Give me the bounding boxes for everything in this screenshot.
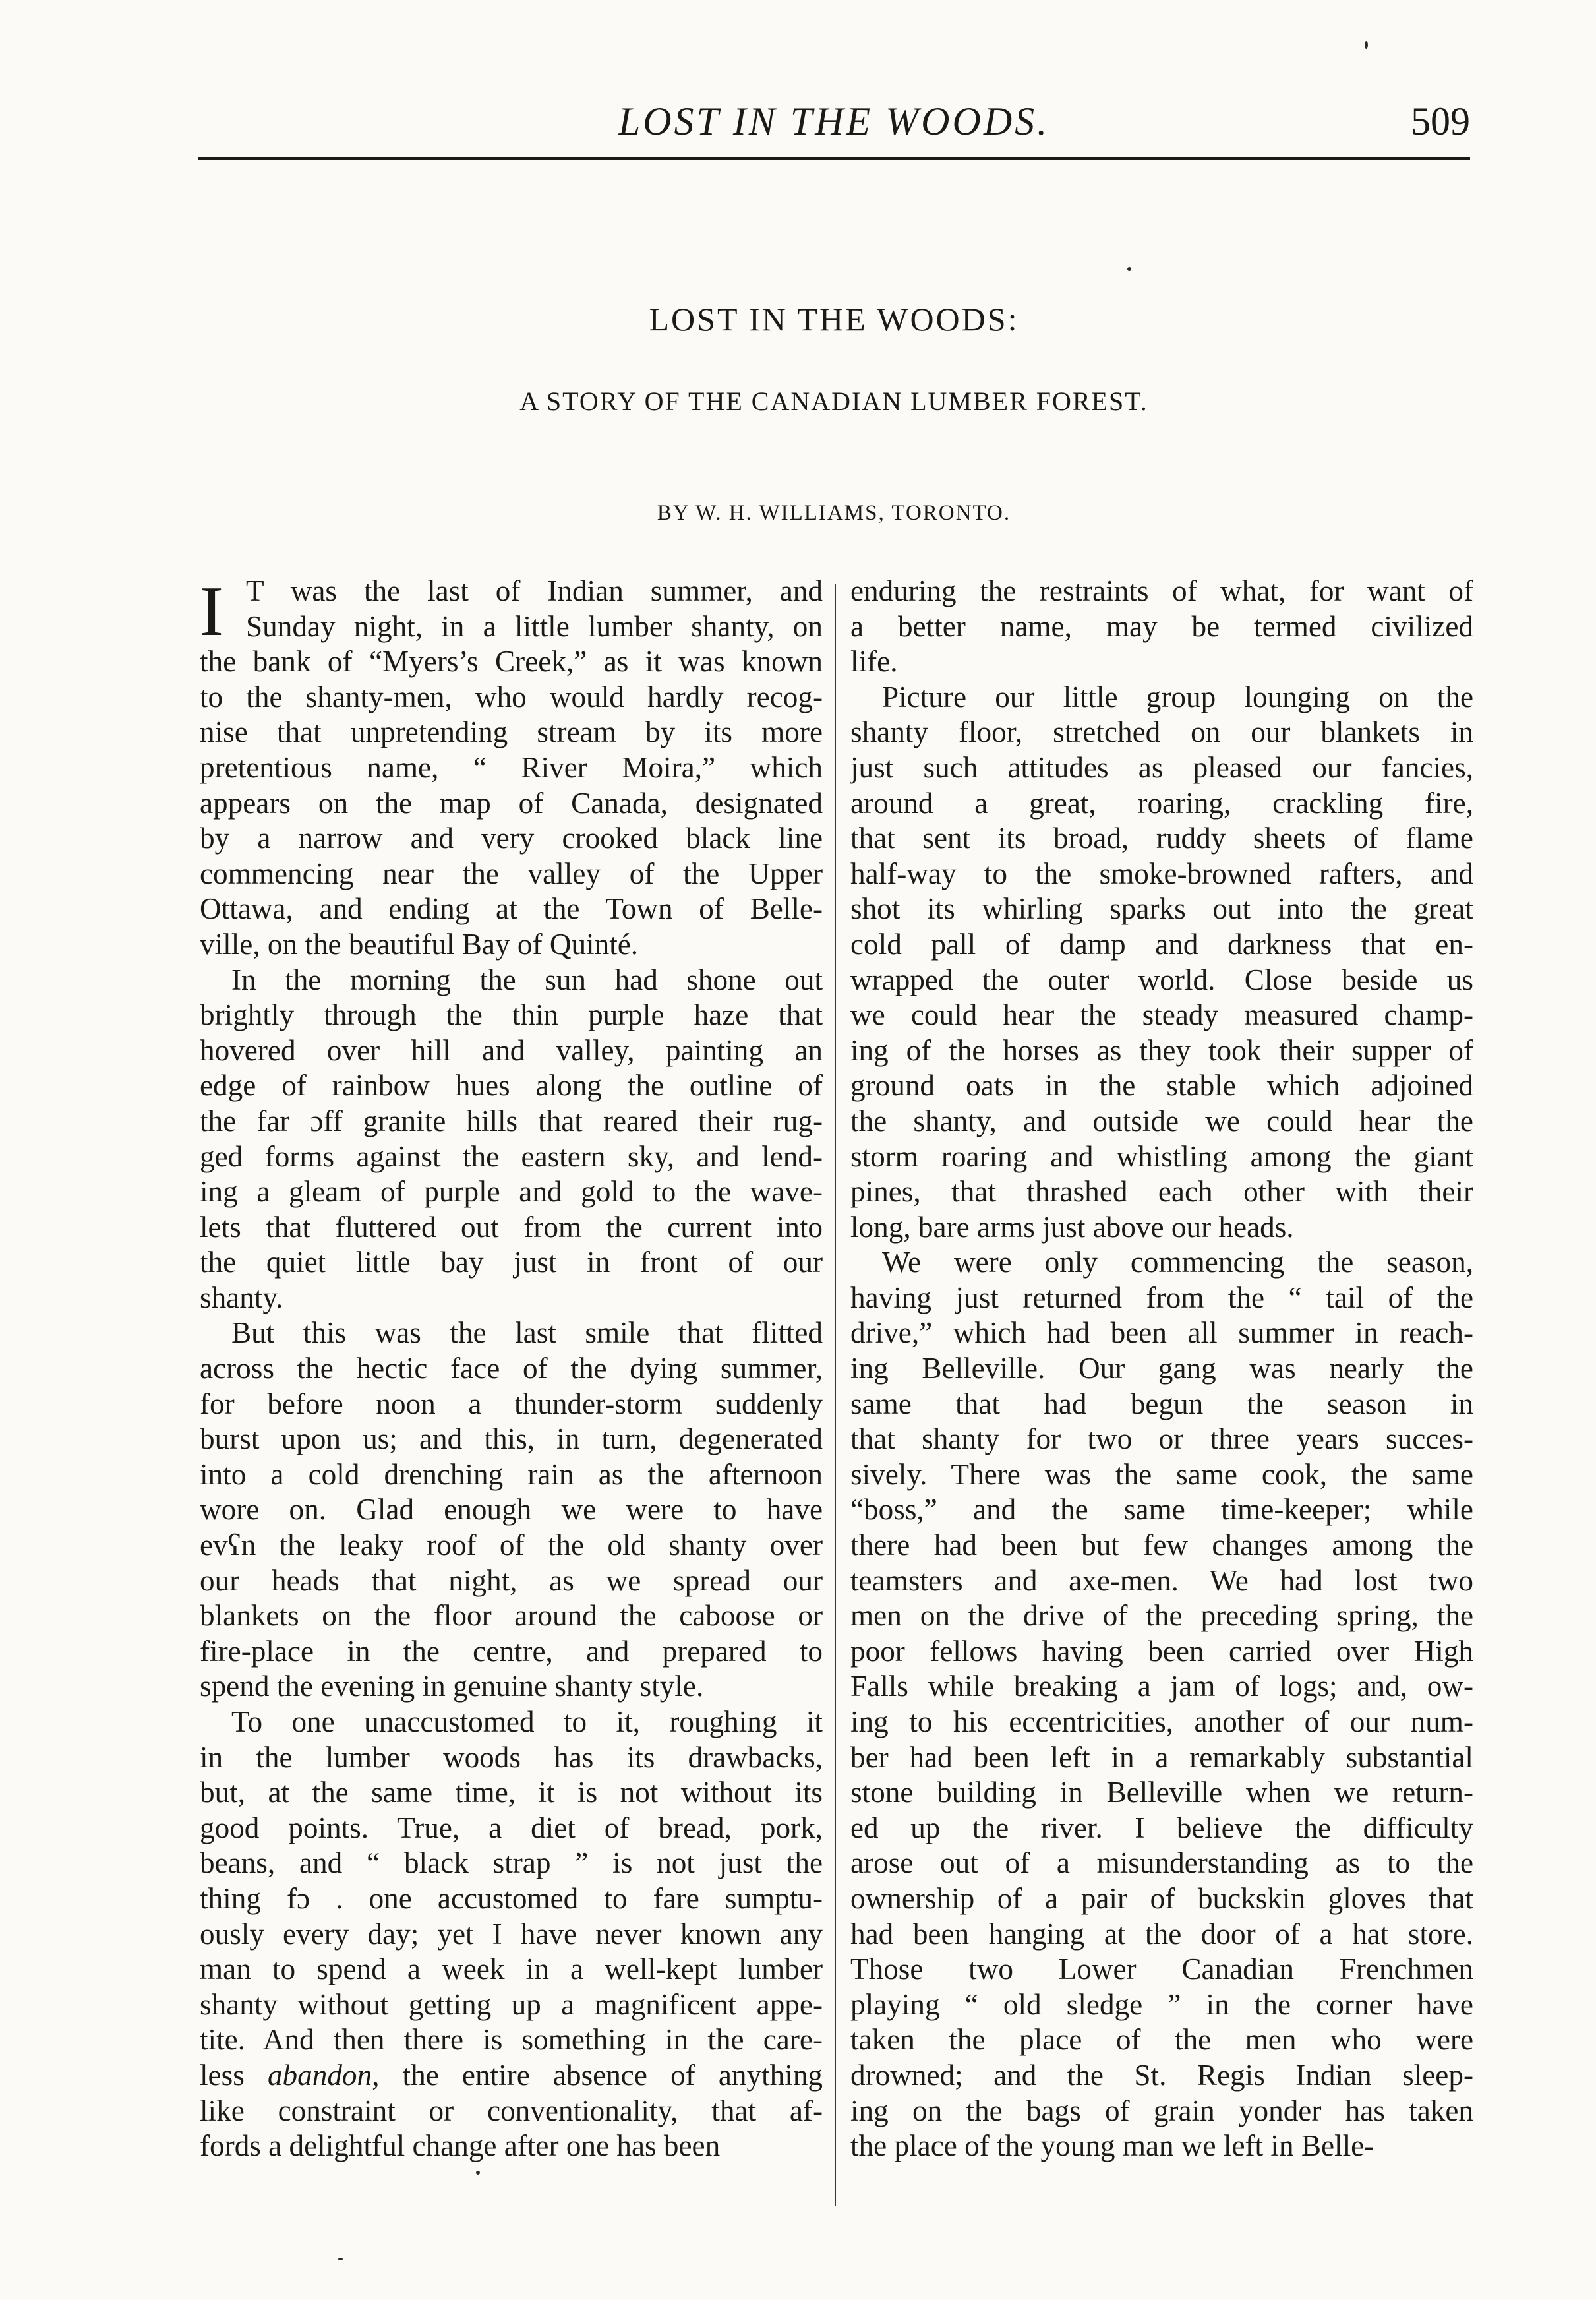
text-line: evʕn the leaky roof of the old shanty over: [200, 1528, 823, 1562]
text-line: ing of the horses as they took their supper of: [850, 1033, 1473, 1067]
text-line: ing Belleville. Our gang was nearly the: [850, 1352, 1473, 1385]
text-line: good points. True, a diet of bread, pork,: [200, 1811, 823, 1844]
text-line: man to spend a week in a well-kept lumber: [200, 1952, 823, 1986]
text-line: Ottawa, and ending at the Town of Belle-: [200, 892, 823, 926]
text-line: our heads that night, as we spread our: [200, 1563, 823, 1597]
text-line: for before noon a thunder-storm suddenly: [200, 1387, 823, 1420]
text-line: ously every day; yet I have never known any: [200, 1917, 823, 1951]
text-line: poor fellows having been carried over High: [850, 1634, 1473, 1668]
text-line: around a great, roaring, crackling fire,: [850, 786, 1473, 820]
text-line: lets that fluttered out from the current into: [200, 1210, 823, 1244]
text-line: stone building in Belleville when we return-: [850, 1776, 1473, 1809]
text-line: long, bare arms just above our heads.: [850, 1210, 1294, 1244]
text-line: less abandon, the entire absence of anything: [200, 2058, 823, 2092]
text-line: drive,” which had been all summer in reach-: [850, 1316, 1473, 1350]
text-line: into a cold drenching rain as the afternoon: [200, 1457, 823, 1491]
text-line: spend the evening in genuine shanty style.: [200, 1670, 704, 1703]
text-line: a better name, may be termed civilized: [850, 609, 1473, 643]
text-line: wore on. Glad enough we were to have: [200, 1493, 823, 1527]
print-speck: [1365, 41, 1368, 49]
print-speck: [1127, 267, 1131, 271]
text-line: ber had been left in a remarkably substantial: [850, 1740, 1473, 1774]
emphasis: abandon: [267, 2058, 372, 2092]
byline: BY W. H. WILLIAMS, TORONTO.: [657, 501, 1011, 525]
article-title: LOST IN THE WOODS:: [649, 301, 1019, 338]
print-speck: [476, 2171, 480, 2175]
text-line: ed up the river. I believe the difficulty: [850, 1811, 1473, 1844]
left-column: [200, 574, 823, 2164]
text-line: Sunday night, in a little lumber shanty, on: [246, 609, 823, 643]
text-line: “boss,” and the same time-keeper; while: [850, 1493, 1473, 1527]
text-line: ville, on the beautiful Bay of Quinté.: [200, 927, 639, 961]
text-line: taken the place of the men who were: [850, 2023, 1473, 2057]
text-line: half-way to the smoke-browned rafters, and: [850, 857, 1473, 890]
text-line: ownership of a pair of buckskin gloves that: [850, 1881, 1473, 1915]
text-line: Those two Lower Canadian Frenchmen: [850, 1952, 1473, 1986]
running-header: [198, 86, 1470, 158]
text-line: ing to his eccentricities, another of our num-: [850, 1705, 1473, 1738]
text-line: the place of the young man we left in Belle-: [850, 2129, 1374, 2163]
text-line: in the lumber woods has its drawbacks,: [200, 1740, 823, 1774]
text-line: enduring the restraints of what, for want of: [850, 574, 1473, 607]
text-line: pretentious name, “ River Moira,” which: [200, 750, 823, 784]
text-line: T was the last of Indian summer, and: [246, 574, 823, 607]
text-line: tite. And then there is something in the care-: [200, 2023, 823, 2057]
text-line: blankets on the floor around the caboose or: [200, 1599, 823, 1633]
text-line: fords a delightful change after one has been: [200, 2129, 721, 2163]
text-line: thing fɔ . one accustomed to fare sumptu-: [200, 1881, 823, 1915]
text-line: the quiet little bay just in front of our: [200, 1246, 823, 1279]
page-number: 509: [1411, 100, 1470, 143]
header-rule: [198, 157, 1470, 160]
text-line: to the shanty-men, who would hardly recog-: [200, 680, 823, 713]
drop-cap: I: [200, 572, 223, 651]
text-line: ing on the bags of grain yonder has taken: [850, 2094, 1473, 2127]
text-line: we could hear the steady measured champ-: [850, 998, 1473, 1032]
text-line: arose out of a misunderstanding as to the: [850, 1846, 1473, 1880]
text-line: storm roaring and whistling among the giant: [850, 1139, 1473, 1173]
text-line: that shanty for two or three years succes-: [850, 1422, 1473, 1456]
text-line: brightly through the thin purple haze that: [200, 998, 823, 1032]
text-line: hovered over hill and valley, painting an: [200, 1033, 823, 1067]
text-line: shot its whirling sparks out into the great: [850, 892, 1473, 926]
text-line: sively. There was the same cook, the same: [850, 1457, 1473, 1491]
text-line: Falls while breaking a jam of logs; and, ow-: [850, 1670, 1473, 1703]
text-line: the far ɔff granite hills that reared their rug-: [200, 1104, 823, 1137]
text-line: same that had begun the season in: [850, 1387, 1473, 1420]
text-line: there had been but few changes among the: [850, 1528, 1473, 1562]
column-divider: [835, 584, 836, 2206]
text-line: beans, and “ black strap ” is not just the: [200, 1846, 823, 1880]
text-line: across the hectic face of the dying summer,: [200, 1352, 823, 1385]
text-line: shanty.: [200, 1281, 283, 1314]
text-line: teamsters and axe-men. We had lost two: [850, 1563, 1473, 1597]
text-line: We were only commencing the season,: [882, 1246, 1473, 1279]
text-line: the bank of “Myers’s Creek,” as it was known: [200, 645, 823, 679]
text-line: ged forms against the eastern sky, and lend-: [200, 1139, 823, 1173]
text-line: drowned; and the St. Regis Indian sleep-: [850, 2058, 1473, 2092]
text-line: In the morning the sun had shone out: [231, 963, 823, 996]
right-column: [850, 574, 1473, 2164]
text-line: burst upon us; and this, in turn, degenerated: [200, 1422, 823, 1456]
text-line: had been hanging at the door of a hat store.: [850, 1917, 1473, 1951]
text-line: playing “ old sledge ” in the corner have: [850, 1987, 1473, 2021]
text-line: edge of rainbow hues along the outline of: [200, 1069, 823, 1103]
running-title: LOST IN THE WOODS.: [618, 100, 1050, 143]
text-line: men on the drive of the preceding spring, the: [850, 1599, 1473, 1633]
text-line: just such attitudes as pleased our fancies,: [850, 750, 1473, 784]
text-line: wrapped the outer world. Close beside us: [850, 963, 1473, 996]
text-line: having just returned from the “ tail of the: [850, 1281, 1473, 1314]
text-line: life.: [850, 645, 898, 679]
text-line: ground oats in the stable which adjoined: [850, 1069, 1473, 1103]
text-line: shanty floor, stretched on our blankets in: [850, 715, 1473, 749]
text-line: appears on the map of Canada, designated: [200, 786, 823, 820]
text-line: cold pall of damp and darkness that en-: [850, 927, 1473, 961]
text-line: the shanty, and outside we could hear the: [850, 1104, 1473, 1137]
article-subtitle: A STORY OF THE CANADIAN LUMBER FOREST.: [519, 386, 1148, 416]
text-line: To one unaccustomed to it, roughing it: [231, 1705, 823, 1738]
text-line: fire-place in the centre, and prepared to: [200, 1634, 823, 1668]
text-line: ing a gleam of purple and gold to the wave-: [200, 1175, 823, 1209]
text-line: commencing near the valley of the Upper: [200, 857, 823, 890]
text-line: But this was the last smile that flitted: [231, 1316, 823, 1350]
text-line: shanty without getting up a magnificent appe-: [200, 1987, 823, 2021]
text-line: like constraint or conventionality, that af-: [200, 2094, 823, 2127]
text-line: pines, that thrashed each other with their: [850, 1175, 1473, 1209]
text-line: but, at the same time, it is not without its: [200, 1776, 823, 1809]
text-line: Picture our little group lounging on the: [882, 680, 1473, 713]
text-line: by a narrow and very crooked black line: [200, 822, 823, 855]
text-line: that sent its broad, ruddy sheets of flame: [850, 822, 1473, 855]
text-line: nise that unpretending stream by its more: [200, 715, 823, 749]
print-speck: [338, 2258, 343, 2260]
